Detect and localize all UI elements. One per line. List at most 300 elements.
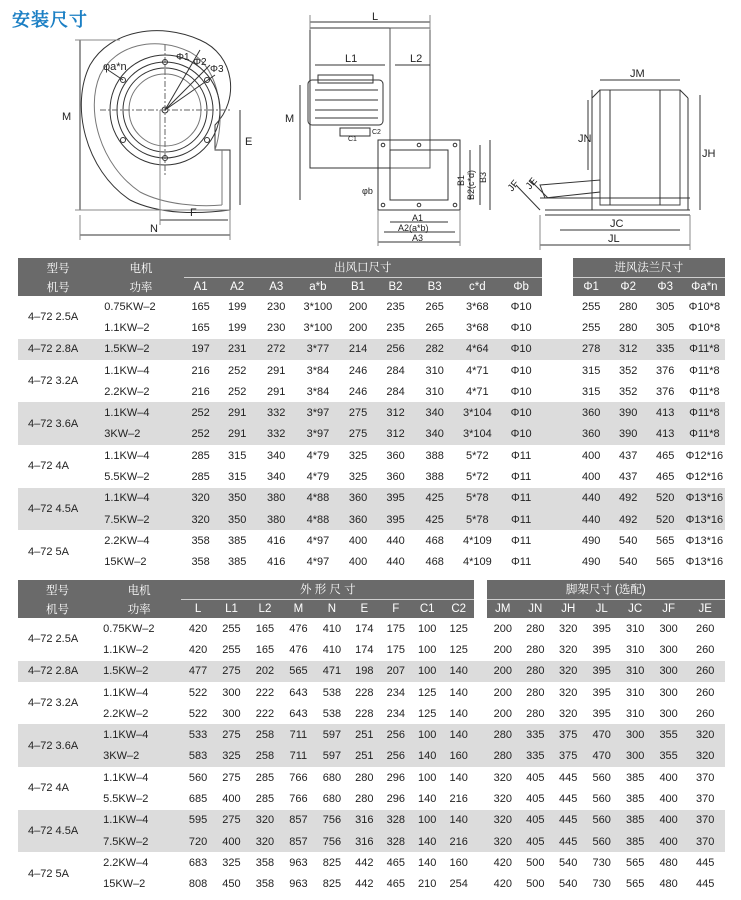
value-cell: 375 bbox=[559, 750, 578, 763]
value-cell: 199 bbox=[227, 321, 247, 334]
value-cell: 310 bbox=[625, 707, 645, 720]
column-header: B1 bbox=[350, 280, 366, 293]
value-cell: Φ10 bbox=[510, 321, 532, 334]
value-cell: 643 bbox=[289, 707, 308, 720]
power-cell: 1.1KW–4 bbox=[103, 686, 149, 699]
value-cell: 500 bbox=[526, 856, 545, 869]
power-cell: 2.2KW–2 bbox=[104, 385, 150, 398]
front-view-drawing bbox=[75, 31, 240, 240]
value-cell: 214 bbox=[348, 343, 368, 356]
value-cell: 730 bbox=[592, 856, 611, 869]
value-cell: 265 bbox=[425, 321, 444, 334]
value-cell: 160 bbox=[449, 750, 468, 763]
value-cell: Φ11 bbox=[511, 556, 532, 569]
value-cell: 320 bbox=[255, 835, 275, 848]
value-cell: 538 bbox=[322, 686, 342, 699]
column-header: Φb bbox=[513, 280, 529, 293]
value-cell: Φ13*16 bbox=[685, 492, 724, 505]
value-cell: 100 bbox=[418, 643, 437, 656]
value-cell: 231 bbox=[227, 343, 247, 356]
column-header: Φ2 bbox=[620, 280, 636, 293]
value-cell: 296 bbox=[386, 793, 405, 806]
table-row bbox=[18, 445, 725, 466]
value-cell: 300 bbox=[222, 707, 241, 720]
value-cell: 385 bbox=[227, 534, 247, 547]
value-cell: 320 bbox=[191, 492, 210, 505]
power-cell: 7.5KW–2 bbox=[103, 835, 149, 848]
value-cell: 395 bbox=[592, 686, 611, 699]
power-cell: 1.1KW–4 bbox=[103, 771, 149, 784]
value-cell: 291 bbox=[227, 407, 247, 420]
value-cell: 4*97 bbox=[306, 556, 330, 569]
value-cell: 216 bbox=[449, 793, 468, 806]
value-cell: Φ11*8 bbox=[689, 385, 720, 398]
value-cell: Φ11 bbox=[511, 471, 532, 484]
value-cell: 358 bbox=[255, 856, 275, 869]
value-cell: 583 bbox=[188, 750, 208, 763]
value-cell: 246 bbox=[348, 364, 368, 377]
value-cell: 310 bbox=[425, 364, 444, 377]
value-cell: 395 bbox=[386, 513, 405, 526]
value-cell: 685 bbox=[188, 793, 208, 806]
value-cell: 388 bbox=[425, 449, 444, 462]
power-cell: 1.1KW–4 bbox=[104, 449, 150, 462]
power-cell: 1.5KW–2 bbox=[103, 665, 149, 678]
value-cell: 5*78 bbox=[466, 492, 489, 505]
value-cell: 756 bbox=[322, 814, 342, 827]
power-cell: 1.1KW–4 bbox=[104, 407, 150, 420]
value-cell: 560 bbox=[592, 771, 611, 784]
value-cell: 711 bbox=[289, 750, 308, 763]
table-row bbox=[18, 402, 725, 423]
value-cell: 440 bbox=[581, 492, 601, 505]
table-row bbox=[18, 852, 725, 873]
power-cell: 2.2KW–4 bbox=[104, 534, 150, 547]
value-cell: 445 bbox=[559, 771, 578, 784]
power-cell: 1.1KW–2 bbox=[103, 643, 149, 656]
value-cell: 228 bbox=[355, 707, 374, 720]
value-cell: 100 bbox=[418, 665, 437, 678]
table-row bbox=[18, 488, 725, 509]
value-cell: 720 bbox=[188, 835, 208, 848]
model-cell: 4–72 3.2A bbox=[28, 375, 79, 388]
header-model-line1: 型号 bbox=[46, 262, 70, 275]
value-cell: 320 bbox=[559, 686, 578, 699]
label-side-l2: L2 bbox=[410, 53, 423, 65]
label-front-m: M bbox=[62, 111, 72, 123]
outlet-dimension-table bbox=[18, 258, 725, 573]
value-cell: 284 bbox=[386, 385, 405, 398]
value-cell: 522 bbox=[188, 707, 208, 720]
value-cell: Φ11 bbox=[511, 449, 532, 462]
column-header: N bbox=[327, 602, 337, 615]
value-cell: 360 bbox=[386, 471, 405, 484]
value-cell: 560 bbox=[592, 793, 611, 806]
label-side-b3: B3 bbox=[478, 171, 488, 183]
value-cell: 100 bbox=[418, 729, 437, 742]
value-cell: 400 bbox=[659, 793, 678, 806]
label-stand-jh: JH bbox=[702, 148, 716, 160]
label-side-c1: C1 bbox=[348, 136, 357, 143]
value-cell: 4*79 bbox=[306, 449, 330, 462]
value-cell: 300 bbox=[222, 686, 241, 699]
value-cell: 260 bbox=[696, 643, 715, 656]
table-row bbox=[18, 381, 725, 402]
table-row bbox=[18, 639, 725, 660]
value-cell: 385 bbox=[625, 793, 645, 806]
value-cell: 4*97 bbox=[306, 534, 330, 547]
value-cell: 410 bbox=[322, 643, 342, 656]
value-cell: 405 bbox=[526, 793, 545, 806]
value-cell: 400 bbox=[659, 814, 678, 827]
value-cell: 197 bbox=[191, 343, 210, 356]
value-cell: 416 bbox=[267, 556, 286, 569]
value-cell: 140 bbox=[449, 729, 468, 742]
column-header: F bbox=[392, 602, 400, 615]
value-cell: 234 bbox=[386, 686, 405, 699]
header-stand-group: 脚架尺寸 (选配) bbox=[487, 580, 725, 599]
value-cell: 202 bbox=[255, 665, 275, 678]
value-cell: 413 bbox=[656, 428, 675, 441]
value-cell: 400 bbox=[659, 835, 678, 848]
value-cell: 400 bbox=[659, 771, 678, 784]
value-cell: 5*72 bbox=[466, 449, 489, 462]
value-cell: 315 bbox=[227, 449, 247, 462]
power-cell: 0.75KW–2 bbox=[103, 622, 155, 635]
value-cell: Φ10 bbox=[510, 407, 532, 420]
value-cell: 280 bbox=[355, 793, 374, 806]
value-cell: 291 bbox=[227, 428, 247, 441]
value-cell: 234 bbox=[386, 707, 405, 720]
value-cell: 125 bbox=[449, 643, 468, 656]
value-cell: 335 bbox=[656, 343, 675, 356]
power-cell: 15KW–2 bbox=[104, 556, 147, 569]
outline-dimension-table bbox=[18, 580, 725, 895]
value-cell: 3*97 bbox=[306, 428, 330, 441]
label-stand-jc: JC bbox=[610, 218, 624, 230]
value-cell: 258 bbox=[255, 750, 275, 763]
value-cell: 477 bbox=[188, 665, 208, 678]
header-model-line1: 型号 bbox=[46, 584, 70, 597]
table-row bbox=[18, 296, 725, 317]
value-cell: 285 bbox=[255, 793, 275, 806]
value-cell: 200 bbox=[493, 686, 512, 699]
value-cell: 3*84 bbox=[306, 364, 330, 377]
label-front-phi3: Φ3 bbox=[210, 64, 224, 75]
value-cell: 280 bbox=[526, 707, 545, 720]
value-cell: 300 bbox=[625, 750, 645, 763]
value-cell: 468 bbox=[425, 556, 444, 569]
value-cell: 440 bbox=[386, 556, 405, 569]
value-cell: 450 bbox=[222, 878, 241, 891]
value-cell: 390 bbox=[619, 428, 638, 441]
power-cell: 2.2KW–4 bbox=[103, 856, 149, 869]
value-cell: 380 bbox=[267, 492, 286, 505]
column-header: JF bbox=[662, 602, 676, 615]
value-cell: 420 bbox=[188, 643, 208, 656]
value-cell: 280 bbox=[355, 771, 374, 784]
value-cell: Φ11*8 bbox=[689, 428, 720, 441]
value-cell: 390 bbox=[619, 407, 638, 420]
value-cell: 222 bbox=[255, 686, 275, 699]
value-cell: 437 bbox=[619, 471, 638, 484]
value-cell: 355 bbox=[659, 729, 678, 742]
model-cell: 4–72 3.2A bbox=[28, 697, 79, 710]
value-cell: 4*71 bbox=[466, 364, 489, 377]
value-cell: 683 bbox=[188, 856, 208, 869]
column-header: JN bbox=[528, 602, 543, 615]
value-cell: 405 bbox=[526, 814, 545, 827]
label-front-n: N bbox=[150, 223, 158, 235]
value-cell: 222 bbox=[255, 707, 275, 720]
table-row bbox=[18, 339, 725, 360]
value-cell: 385 bbox=[227, 556, 247, 569]
value-cell: 315 bbox=[581, 364, 601, 377]
value-cell: 420 bbox=[493, 878, 512, 891]
model-cell: 4–72 5A bbox=[28, 867, 69, 880]
value-cell: 140 bbox=[418, 835, 437, 848]
value-cell: 252 bbox=[191, 428, 210, 441]
value-cell: 325 bbox=[222, 856, 241, 869]
value-cell: 125 bbox=[418, 707, 437, 720]
table-row bbox=[18, 746, 725, 767]
table-row bbox=[18, 810, 725, 831]
model-cell: 4–72 4A bbox=[28, 460, 69, 473]
value-cell: 400 bbox=[222, 793, 241, 806]
column-header: Φa*n bbox=[691, 280, 718, 293]
value-cell: 358 bbox=[191, 556, 210, 569]
value-cell: 4*109 bbox=[462, 556, 492, 569]
value-cell: 258 bbox=[255, 729, 275, 742]
value-cell: 405 bbox=[526, 835, 545, 848]
model-cell: 4–72 3.6A bbox=[28, 739, 79, 752]
value-cell: 358 bbox=[255, 878, 275, 891]
value-cell: 200 bbox=[348, 321, 368, 334]
value-cell: 300 bbox=[659, 665, 678, 678]
label-side-b1: B1 bbox=[456, 174, 466, 186]
label-side-a2: A2(a*b) bbox=[398, 223, 429, 233]
value-cell: 100 bbox=[418, 771, 437, 784]
value-cell: 376 bbox=[656, 385, 675, 398]
value-cell: 199 bbox=[227, 300, 247, 313]
value-cell: 252 bbox=[227, 385, 247, 398]
value-cell: 216 bbox=[191, 364, 210, 377]
label-side-phib: φb bbox=[362, 186, 373, 196]
value-cell: 413 bbox=[656, 407, 675, 420]
header-motor-line2: 功率 bbox=[127, 603, 151, 616]
value-cell: 140 bbox=[418, 750, 437, 763]
label-stand-jm: JM bbox=[630, 68, 645, 80]
value-cell: 352 bbox=[619, 364, 638, 377]
value-cell: 320 bbox=[696, 729, 715, 742]
value-cell: 857 bbox=[289, 814, 308, 827]
value-cell: 963 bbox=[289, 878, 308, 891]
value-cell: 385 bbox=[625, 835, 645, 848]
model-cell: 4–72 5A bbox=[28, 545, 69, 558]
column-header: Φ1 bbox=[583, 280, 599, 293]
column-header: JM bbox=[495, 602, 511, 615]
value-cell: Φ11*8 bbox=[689, 364, 720, 377]
value-cell: 385 bbox=[625, 771, 645, 784]
value-cell: 540 bbox=[559, 856, 578, 869]
label-side-l: L bbox=[372, 11, 379, 23]
power-cell: 1.1KW–2 bbox=[104, 321, 150, 334]
column-header: L bbox=[194, 602, 202, 615]
power-cell: 3KW–2 bbox=[104, 428, 141, 441]
value-cell: 857 bbox=[289, 835, 308, 848]
value-cell: 328 bbox=[386, 835, 405, 848]
value-cell: 445 bbox=[559, 835, 578, 848]
value-cell: 395 bbox=[592, 643, 611, 656]
value-cell: 235 bbox=[386, 321, 405, 334]
value-cell: 492 bbox=[619, 492, 638, 505]
value-cell: 140 bbox=[449, 707, 468, 720]
value-cell: 315 bbox=[227, 471, 247, 484]
value-cell: 385 bbox=[625, 814, 645, 827]
value-cell: 300 bbox=[659, 707, 678, 720]
value-cell: 597 bbox=[322, 750, 342, 763]
value-cell: 140 bbox=[418, 856, 437, 869]
value-cell: 100 bbox=[418, 622, 437, 635]
stand-view-drawing bbox=[516, 80, 700, 250]
value-cell: 296 bbox=[386, 771, 405, 784]
value-cell: 174 bbox=[355, 622, 374, 635]
value-cell: 680 bbox=[322, 771, 342, 784]
power-cell: 1.1KW–4 bbox=[104, 492, 150, 505]
value-cell: 210 bbox=[418, 878, 437, 891]
table-row bbox=[18, 682, 725, 703]
power-cell: 7.5KW–2 bbox=[104, 513, 150, 526]
value-cell: 260 bbox=[696, 665, 715, 678]
value-cell: 300 bbox=[625, 729, 645, 742]
column-header: L1 bbox=[225, 602, 238, 615]
value-cell: 312 bbox=[619, 343, 638, 356]
header-model-line2: 机号 bbox=[46, 281, 70, 294]
power-cell: 1.1KW–4 bbox=[104, 364, 150, 377]
table-row bbox=[18, 509, 725, 530]
value-cell: Φ10*8 bbox=[688, 300, 721, 313]
header-model-line2: 机号 bbox=[46, 603, 70, 616]
value-cell: 305 bbox=[656, 300, 675, 313]
label-side-a3: A3 bbox=[412, 233, 424, 243]
value-cell: 275 bbox=[222, 771, 241, 784]
value-cell: 3*77 bbox=[306, 343, 330, 356]
table-row bbox=[18, 724, 725, 745]
value-cell: 256 bbox=[386, 750, 405, 763]
value-cell: 140 bbox=[418, 793, 437, 806]
value-cell: 445 bbox=[559, 814, 578, 827]
value-cell: 730 bbox=[592, 878, 611, 891]
value-cell: 5*72 bbox=[466, 471, 489, 484]
power-cell: 5.5KW–2 bbox=[104, 471, 150, 484]
value-cell: Φ11 bbox=[511, 534, 532, 547]
power-cell: 3KW–2 bbox=[103, 750, 140, 763]
value-cell: 340 bbox=[425, 428, 444, 441]
value-cell: Φ11 bbox=[511, 513, 532, 526]
value-cell: 310 bbox=[425, 385, 444, 398]
value-cell: 3*104 bbox=[462, 428, 492, 441]
table-row bbox=[18, 618, 725, 639]
value-cell: 440 bbox=[386, 534, 405, 547]
value-cell: 425 bbox=[425, 513, 444, 526]
value-cell: 540 bbox=[619, 556, 638, 569]
value-cell: 332 bbox=[267, 407, 286, 420]
value-cell: 255 bbox=[581, 321, 601, 334]
header-motor-line1: 电机 bbox=[127, 584, 151, 597]
value-cell: 335 bbox=[526, 729, 545, 742]
value-cell: 275 bbox=[348, 407, 368, 420]
value-cell: 766 bbox=[289, 771, 308, 784]
value-cell: Φ10 bbox=[510, 364, 532, 377]
value-cell: 465 bbox=[386, 878, 405, 891]
value-cell: 643 bbox=[289, 686, 308, 699]
value-cell: 200 bbox=[493, 665, 512, 678]
value-cell: 125 bbox=[449, 622, 468, 635]
value-cell: 335 bbox=[526, 750, 545, 763]
value-cell: Φ11 bbox=[511, 492, 532, 505]
value-cell: 560 bbox=[592, 814, 611, 827]
value-cell: 370 bbox=[696, 793, 715, 806]
model-cell: 4–72 4A bbox=[28, 782, 69, 795]
value-cell: 352 bbox=[619, 385, 638, 398]
value-cell: 445 bbox=[559, 793, 578, 806]
value-cell: 320 bbox=[191, 513, 210, 526]
value-cell: 400 bbox=[222, 835, 241, 848]
power-cell: 0.75KW–2 bbox=[104, 300, 156, 313]
value-cell: 300 bbox=[659, 622, 678, 635]
value-cell: 252 bbox=[191, 407, 210, 420]
value-cell: 165 bbox=[191, 321, 210, 334]
value-cell: 400 bbox=[581, 449, 601, 462]
value-cell: 260 bbox=[696, 622, 715, 635]
value-cell: 216 bbox=[191, 385, 210, 398]
value-cell: 476 bbox=[289, 622, 308, 635]
value-cell: 442 bbox=[355, 878, 374, 891]
value-cell: 808 bbox=[188, 878, 208, 891]
value-cell: Φ10 bbox=[510, 428, 532, 441]
power-cell: 2.2KW–2 bbox=[103, 707, 149, 720]
column-header: a*b bbox=[309, 280, 327, 293]
value-cell: 538 bbox=[322, 707, 342, 720]
value-cell: 216 bbox=[449, 835, 468, 848]
value-cell: 280 bbox=[526, 643, 545, 656]
label-stand-jn: JN bbox=[578, 133, 592, 145]
value-cell: 340 bbox=[425, 407, 444, 420]
value-cell: 280 bbox=[619, 321, 638, 334]
label-side-a1: A1 bbox=[412, 213, 424, 223]
value-cell: 522 bbox=[188, 686, 208, 699]
value-cell: 328 bbox=[386, 814, 405, 827]
value-cell: 565 bbox=[656, 556, 675, 569]
value-cell: 825 bbox=[322, 878, 342, 891]
value-cell: 445 bbox=[696, 856, 715, 869]
value-cell: Φ12*16 bbox=[685, 449, 724, 462]
value-cell: 228 bbox=[355, 686, 374, 699]
value-cell: Φ10 bbox=[510, 343, 532, 356]
table-row bbox=[18, 874, 725, 895]
label-stand-je: JE bbox=[523, 175, 540, 192]
value-cell: 565 bbox=[656, 534, 675, 547]
value-cell: 291 bbox=[267, 385, 286, 398]
value-cell: 285 bbox=[191, 449, 210, 462]
model-cell: 4–72 4.5A bbox=[28, 502, 79, 515]
value-cell: 350 bbox=[227, 513, 247, 526]
value-cell: 3*97 bbox=[306, 407, 330, 420]
model-cell: 4–72 2.8A bbox=[28, 665, 79, 678]
value-cell: 285 bbox=[255, 771, 275, 784]
value-cell: 4*71 bbox=[466, 385, 489, 398]
side-view-drawing bbox=[300, 15, 490, 246]
